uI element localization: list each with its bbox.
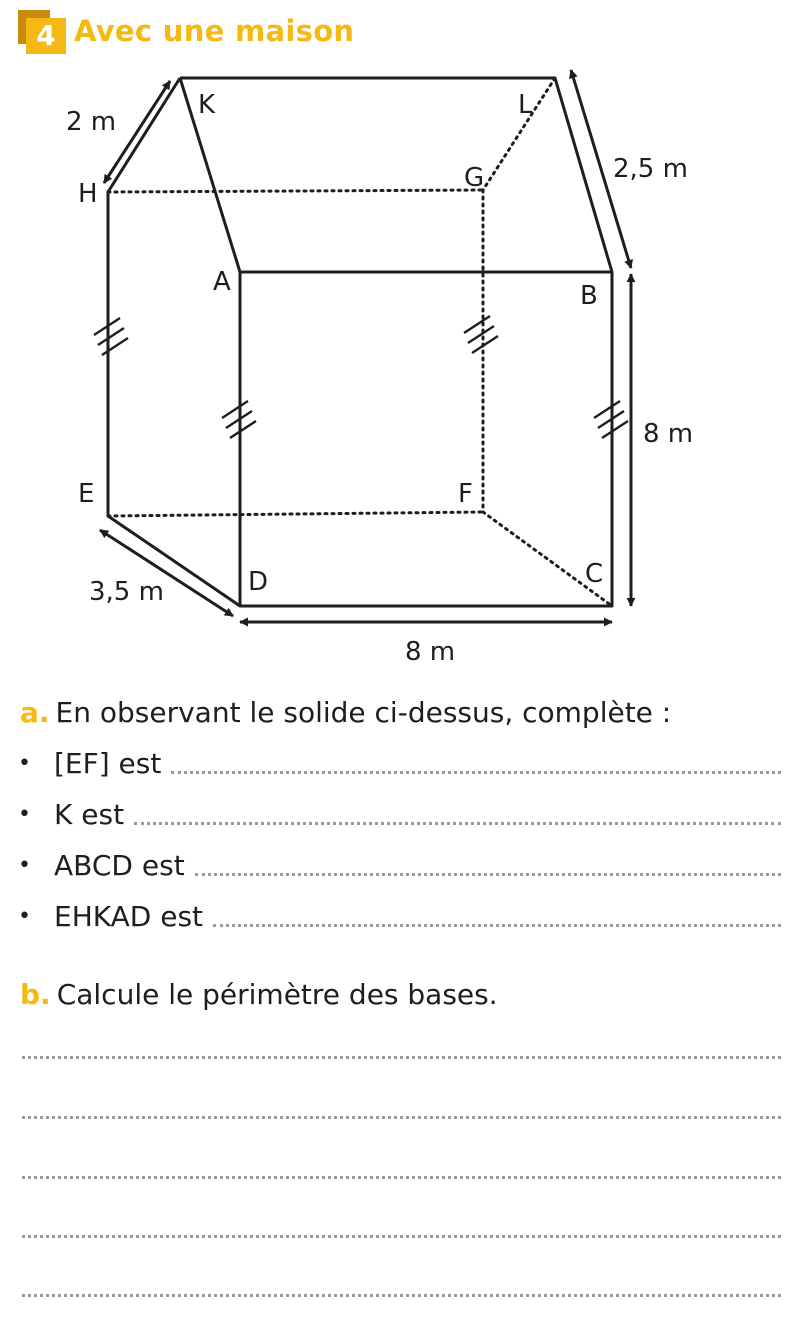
tick-mark-BC (594, 401, 628, 438)
point-label-F: F (458, 479, 473, 509)
point-label-G: G (464, 163, 485, 193)
point-label-B: B (580, 281, 598, 311)
dimension-label-roof: 2 m (66, 107, 117, 137)
front-face-ABCD (240, 272, 612, 606)
exercise-title: Avec une maison (74, 14, 355, 48)
hidden-edge-HG (108, 190, 483, 192)
point-label-L: L (518, 90, 533, 120)
answer-line[interactable] (134, 822, 781, 825)
bullet: • (18, 802, 31, 827)
dimension-label-slope: 2,5 m (613, 154, 688, 184)
question-b-letter: b. (20, 978, 51, 1011)
answer-item (18, 797, 781, 833)
question-a-letter: a. (20, 696, 50, 729)
writing-line[interactable] (22, 1294, 781, 1297)
answer-line[interactable] (195, 873, 781, 876)
question-b (20, 978, 498, 1011)
point-label-E: E (78, 479, 95, 509)
answer-prompt: EHKAD est (54, 900, 204, 933)
point-label-D: D (248, 567, 269, 597)
dimension-label-height: 8 m (643, 419, 694, 449)
point-label-A: A (213, 267, 231, 297)
answer-item (18, 746, 781, 782)
answer-prompt: K est (54, 798, 125, 831)
edge-KH (108, 78, 180, 192)
question-b-text: Calcule le périmètre des bases. (56, 978, 498, 1011)
answer-item (18, 848, 781, 884)
question-a (20, 696, 671, 729)
answer-item (18, 899, 781, 935)
writing-line[interactable] (22, 1235, 781, 1238)
tick-mark-HE (94, 318, 128, 355)
dimension-label-depth: 3,5 m (89, 577, 164, 607)
point-label-C: C (585, 559, 604, 589)
answer-line[interactable] (213, 924, 781, 927)
point-label-K: K (198, 90, 216, 120)
dimension-label-width: 8 m (405, 637, 456, 667)
answer-line[interactable] (171, 771, 781, 774)
hidden-edge-EF (108, 512, 483, 516)
writing-line[interactable] (22, 1056, 781, 1059)
bullet: • (18, 904, 31, 929)
writing-line[interactable] (22, 1176, 781, 1179)
tick-mark-AD (222, 401, 256, 438)
tick-mark-GF (464, 316, 498, 353)
bullet: • (18, 853, 31, 878)
writing-line[interactable] (22, 1116, 781, 1119)
bullet: • (18, 751, 31, 776)
answer-prompt: [EF] est (54, 747, 162, 780)
question-a-text: En observant le solide ci-dessus, complète : (55, 696, 672, 729)
exercise-number: 4 (26, 18, 66, 54)
answer-prompt: ABCD est (54, 849, 185, 882)
point-label-H: H (78, 179, 98, 209)
